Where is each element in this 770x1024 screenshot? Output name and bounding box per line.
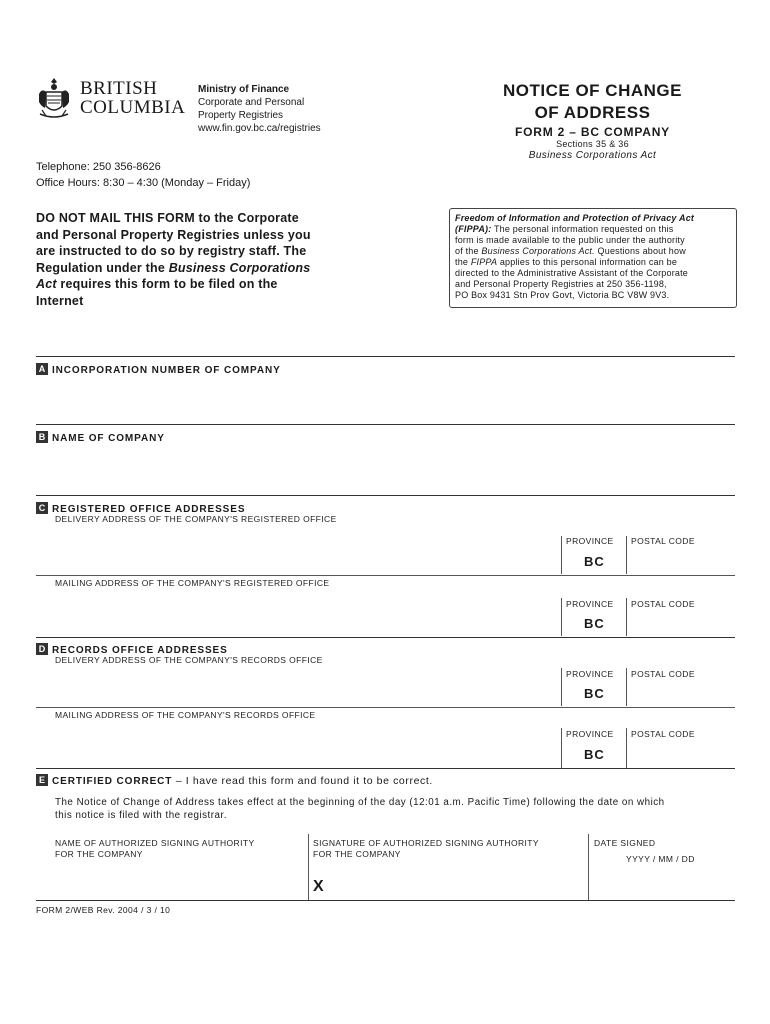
postal-code-label: POSTAL CODE <box>631 669 695 679</box>
divider <box>36 707 735 708</box>
section-e-bottom-rule <box>36 900 735 901</box>
divider <box>626 536 627 574</box>
section-c-title: REGISTERED OFFICE ADDRESSES <box>52 504 246 515</box>
logo-wordmark-line2: COLUMBIA <box>80 97 186 118</box>
date-signed-label: DATE SIGNED <box>594 838 656 848</box>
divider <box>561 728 562 768</box>
company-name-field[interactable] <box>36 444 735 492</box>
warning-line5b: requires this form to be filed on the <box>56 277 278 291</box>
fippa-l6: and Personal Property Registries at 250 356-1198, <box>455 279 667 289</box>
fippa-notice <box>449 208 737 308</box>
records-mailing-label: MAILING ADDRESS OF THE COMPANY'S RECORDS OFFICE <box>55 710 316 720</box>
effective-notice <box>55 796 665 822</box>
records-delivery-address-field[interactable] <box>55 667 560 705</box>
fippa-l4c: applies to this personal information can be <box>497 257 678 267</box>
ministry-name: Ministry of Finance <box>198 84 290 95</box>
section-b-letter: B <box>36 431 48 443</box>
signature-field[interactable] <box>330 860 585 898</box>
divider <box>561 668 562 706</box>
signature-x-mark: X <box>313 878 324 895</box>
divider <box>36 575 735 576</box>
registered-delivery-label: DELIVERY ADDRESS OF THE COMPANY'S REGISTERED OFFICE <box>55 514 337 524</box>
incorporation-number-field[interactable] <box>36 376 735 420</box>
registered-delivery-address-field[interactable] <box>55 526 560 574</box>
form-act: Business Corporations Act <box>528 150 657 161</box>
logo-wordmark-line1: BRITISH <box>80 78 158 99</box>
fippa-line3 <box>455 246 731 257</box>
divider <box>561 598 562 636</box>
fippa-line4 <box>455 257 731 268</box>
province-label: PROVINCE <box>566 536 614 546</box>
province-label: PROVINCE <box>566 599 614 609</box>
divider <box>308 834 309 900</box>
divider <box>588 834 589 900</box>
section-e-rule <box>36 768 735 769</box>
fippa-line1 <box>455 224 731 235</box>
postal-code-field[interactable] <box>628 680 733 704</box>
postal-code-label: POSTAL CODE <box>631 599 695 609</box>
fippa-l3c: Questions about how <box>594 246 686 256</box>
warning-line3: are instructed to do so by registry staff. The <box>36 244 307 258</box>
postal-code-field[interactable] <box>628 610 733 634</box>
warning-line5a: Act <box>36 277 57 291</box>
section-d-rule <box>36 637 735 638</box>
ministry-url: www.fin.gov.bc.ca/registries <box>198 123 321 134</box>
section-e-letter: E <box>36 774 48 786</box>
fippa-l5: directed to the Administrative Assistant of the Corporate <box>455 268 689 278</box>
warning-line4b: Business Corporations <box>168 260 311 275</box>
effective-notice-line1: The Notice of Change of Address takes effect at the beginning of the day (12:01 a.m. Pacific Time) following the date on which <box>55 797 665 808</box>
section-c-rule <box>36 495 735 496</box>
form-number: FORM 2 – BC COMPANY <box>515 125 670 139</box>
section-e-title-rest: – I have read this form and found it to be correct. <box>172 775 433 787</box>
effective-notice-line2: this notice is filed with the registrar. <box>55 810 227 821</box>
divider <box>626 728 627 768</box>
postal-code-field[interactable] <box>628 548 733 572</box>
province-label: PROVINCE <box>566 669 614 679</box>
fippa-l1: The personal information requested on this <box>491 224 674 234</box>
form-title-line1: NOTICE OF CHANGE <box>503 81 682 100</box>
section-c-letter: C <box>36 502 48 514</box>
divider <box>561 536 562 574</box>
section-a-title: INCORPORATION NUMBER OF COMPANY <box>52 365 281 376</box>
fippa-l2: form is made available to the public under the authority <box>455 235 685 245</box>
section-d-title: RECORDS OFFICE ADDRESSES <box>52 645 228 656</box>
fippa-l3b: Business Corporations Act. <box>481 246 595 256</box>
warning-line4 <box>36 260 311 277</box>
section-e-title: CERTIFIED CORRECT <box>52 776 173 787</box>
province-label: PROVINCE <box>566 729 614 739</box>
warning-line1: DO NOT MAIL THIS FORM to the Corporate <box>36 211 299 225</box>
warning-line6: Internet <box>36 293 84 308</box>
postal-code-label: POSTAL CODE <box>631 536 695 546</box>
fippa-title: Freedom of Information and Protection of Privacy Act <box>455 213 695 223</box>
telephone: Telephone: 250 356-8626 <box>36 161 161 173</box>
ministry-line3: Property Registries <box>198 110 284 121</box>
fippa-abbr: (FIPPA): <box>455 224 492 234</box>
signing-authority-name-field[interactable] <box>55 860 305 898</box>
form-revision: FORM 2/WEB Rev. 2004 / 3 / 10 <box>36 905 171 915</box>
ministry-line2: Corporate and Personal <box>198 97 305 108</box>
province-value: BC <box>584 686 605 701</box>
province-value: BC <box>584 747 605 762</box>
name-label-line1: NAME OF AUTHORIZED SIGNING AUTHORITY <box>55 838 255 848</box>
divider <box>626 668 627 706</box>
fippa-l3a: of the <box>455 246 482 256</box>
name-label-line2: FOR THE COMPANY <box>55 848 143 859</box>
section-b-title: NAME OF COMPANY <box>52 433 165 444</box>
records-delivery-label: DELIVERY ADDRESS OF THE COMPANY'S RECORDS OFFICE <box>55 655 323 665</box>
signature-label <box>313 838 539 859</box>
warning-line2: and Personal Property Registries unless you <box>36 227 311 242</box>
coat-of-arms-icon <box>36 76 72 122</box>
form-title-block <box>470 80 715 161</box>
section-e-header <box>36 771 433 789</box>
section-b-rule <box>36 424 735 425</box>
fippa-l4a: the <box>455 257 471 267</box>
form-title-line2: OF ADDRESS <box>534 103 651 122</box>
date-format-hint: YYYY / MM / DD <box>626 854 695 864</box>
ministry-block <box>198 83 321 135</box>
postal-code-label: POSTAL CODE <box>631 729 695 739</box>
bc-logo <box>36 76 186 122</box>
signature-label-line1: SIGNATURE OF AUTHORIZED SIGNING AUTHORITY <box>313 838 539 848</box>
date-signed-field[interactable] <box>594 866 734 898</box>
form-sections: Sections 35 & 36 <box>556 139 629 149</box>
records-mailing-address-field[interactable] <box>55 722 560 766</box>
name-signing-authority-label <box>55 838 255 859</box>
warning-line5 <box>36 276 311 293</box>
contact-block <box>36 159 250 191</box>
section-a-letter: A <box>36 363 48 375</box>
office-hours: Office Hours: 8:30 – 4:30 (Monday – Friday) <box>36 177 251 189</box>
divider <box>626 598 627 636</box>
section-d-letter: D <box>36 643 48 655</box>
fippa-l7: PO Box 9431 Stn Prov Govt, Victoria BC V8W 9V3. <box>455 290 670 300</box>
mail-warning <box>36 210 311 309</box>
registered-mailing-label: MAILING ADDRESS OF THE COMPANY'S REGISTERED OFFICE <box>55 578 330 588</box>
section-a-rule <box>36 356 735 357</box>
registered-mailing-address-field[interactable] <box>55 590 560 636</box>
fippa-l4b: FIPPA <box>470 257 498 267</box>
signature-label-line2: FOR THE COMPANY <box>313 848 401 859</box>
province-value: BC <box>584 616 605 631</box>
province-value: BC <box>584 554 605 569</box>
warning-line4a: Regulation under the <box>36 260 169 275</box>
postal-code-field[interactable] <box>628 741 733 765</box>
